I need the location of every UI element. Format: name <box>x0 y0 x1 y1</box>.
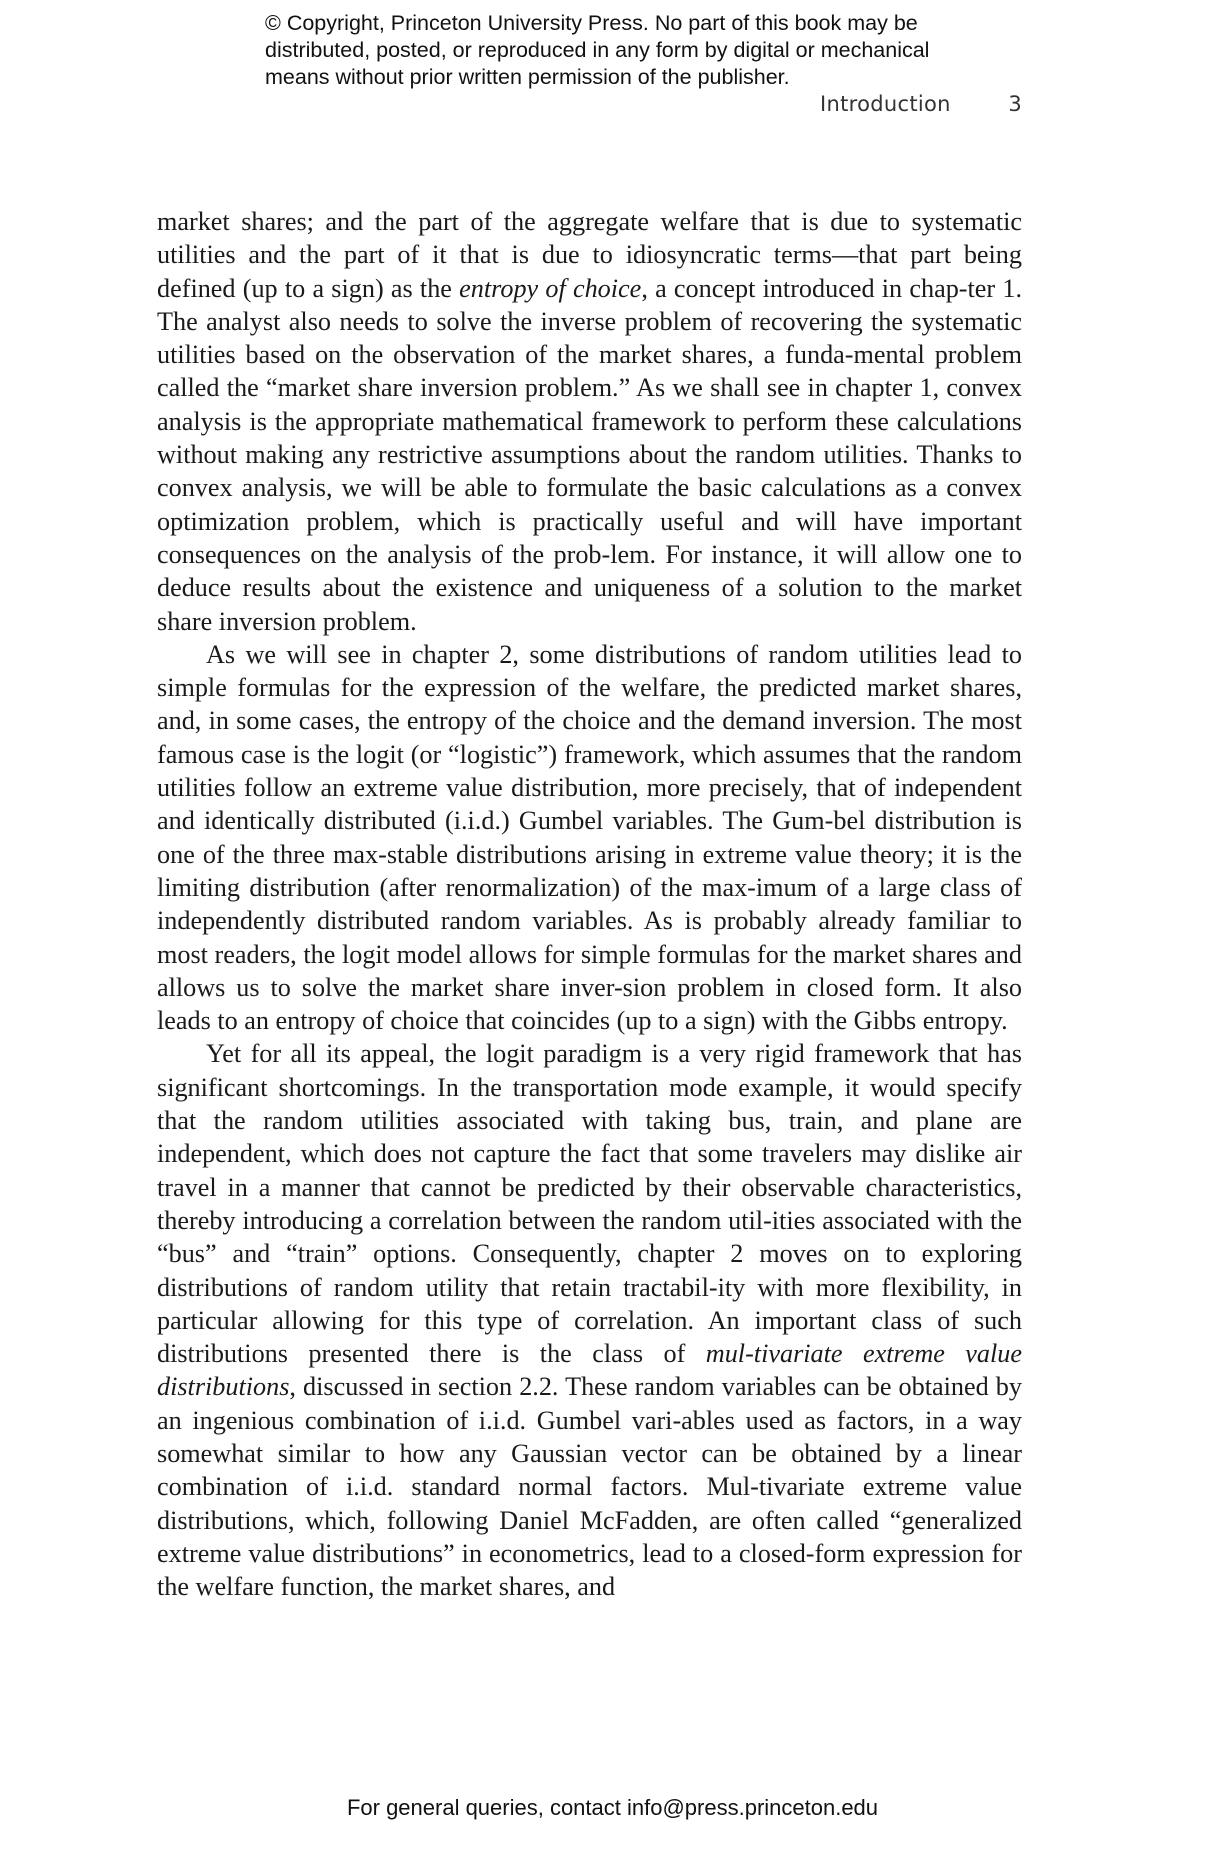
running-head-section: Introduction <box>820 92 951 116</box>
paragraph-3-emphasis: mul-tivariate extreme value distributions <box>157 1339 1022 1402</box>
copyright-line-3: means without prior written permission of the publisher. <box>265 65 790 89</box>
paragraph-1 <box>157 205 1022 638</box>
paragraph-1-emphasis: entropy of choice <box>459 273 642 303</box>
paragraph-1-part-b: , a concept introduced in chap-ter 1. The analyst also needs to solve the inverse problem of recovering the systematic utilities based on the observation of the market shares, a funda-mental problem called the “market share inversion problem.” As we shall see in chapter 1, convex analysis is the appropriate mathematical framework to perform these calculations without making any restrictive assumptions about the random utilities. Thanks to convex analysis, we will be able to formulate the basic calculations as a convex optimization problem, which is practically useful and will have important consequences on the analysis of the prob-lem. For instance, it will allow one to deduce results about the existence and uniqueness of a solution to the market share inversion problem. <box>157 273 1022 636</box>
paragraph-2: As we will see in chapter 2, some distributions of random utilities lead to simple formulas for the expression of the welfare, the predicted market shares, and, in some cases, the entropy of the choice and the demand inversion. The most famous case is the logit (or “logistic”) framework, which assumes that the random utilities follow an extreme value distribution, more precisely, that of independent and identically distributed (i.i.d.) Gumbel variables. The Gum-bel distribution is one of the three max-stable distributions arising in extreme value theory; it is the limiting distribution (after renormalization) of the max-imum of a large class of independently distributed random variables. As is probably already familiar to most readers, the logit model allows for simple formulas for the market shares and allows us to solve the market share inver-sion problem in closed form. It also leads to an entropy of choice that coincides (up to a sign) with the Gibbs entropy. <box>157 639 1022 1036</box>
copyright-line-2: distributed, posted, or reproduced in any form by digital or mechanical <box>265 38 930 62</box>
footer-contact: For general queries, contact info@press.princeton.edu <box>346 1795 879 1820</box>
copyright-line-1: © Copyright, Princeton University Press. No part of this book may be <box>265 11 918 35</box>
body-text <box>157 205 1022 1603</box>
paragraph-3 <box>157 1037 1022 1603</box>
paragraph-1-part-a: market shares; and the part of the aggregate welfare that is due to systematic utilities and the part of it that is due to idiosyncratic terms—that part being defined (up to a sign) as the <box>157 207 1022 303</box>
page-number: 3 <box>1008 92 1022 116</box>
copyright-notice <box>265 10 1025 91</box>
paragraph-3-part-b: , discussed in section 2.2. These random variables can be obtained by an ingenious combination of i.i.d. Gumbel vari-ables used as factors, in a way somewhat similar to how any Gaussian vector can be obtained by a linear combination of i.i.d. standard normal factors. Mul-tivariate extreme value distributions, which, following Daniel McFadden, are often called “generalized extreme value distributions” in econometrics, lead to a closed-form expression for the welfare function, the market shares, and <box>157 1372 1022 1602</box>
paragraph-3-part-a: Yet for all its appeal, the logit paradigm is a very rigid framework that has significant shortcomings. In the transportation mode example, it would specify that the random utilities associated with taking bus, train, and plane are independent, which does not capture the fact that some travelers may dislike air travel in a manner that cannot be predicted by their observable characteristics, thereby introducing a correlation between the random util-ities associated with the “bus” and “train” options. Consequently, chapter 2 moves on to exploring distributions of random utility that retain tractabil-ity with more flexibility, in particular allowing for this type of correlation. An important class of such distributions presented there is the class of <box>157 1039 1022 1369</box>
